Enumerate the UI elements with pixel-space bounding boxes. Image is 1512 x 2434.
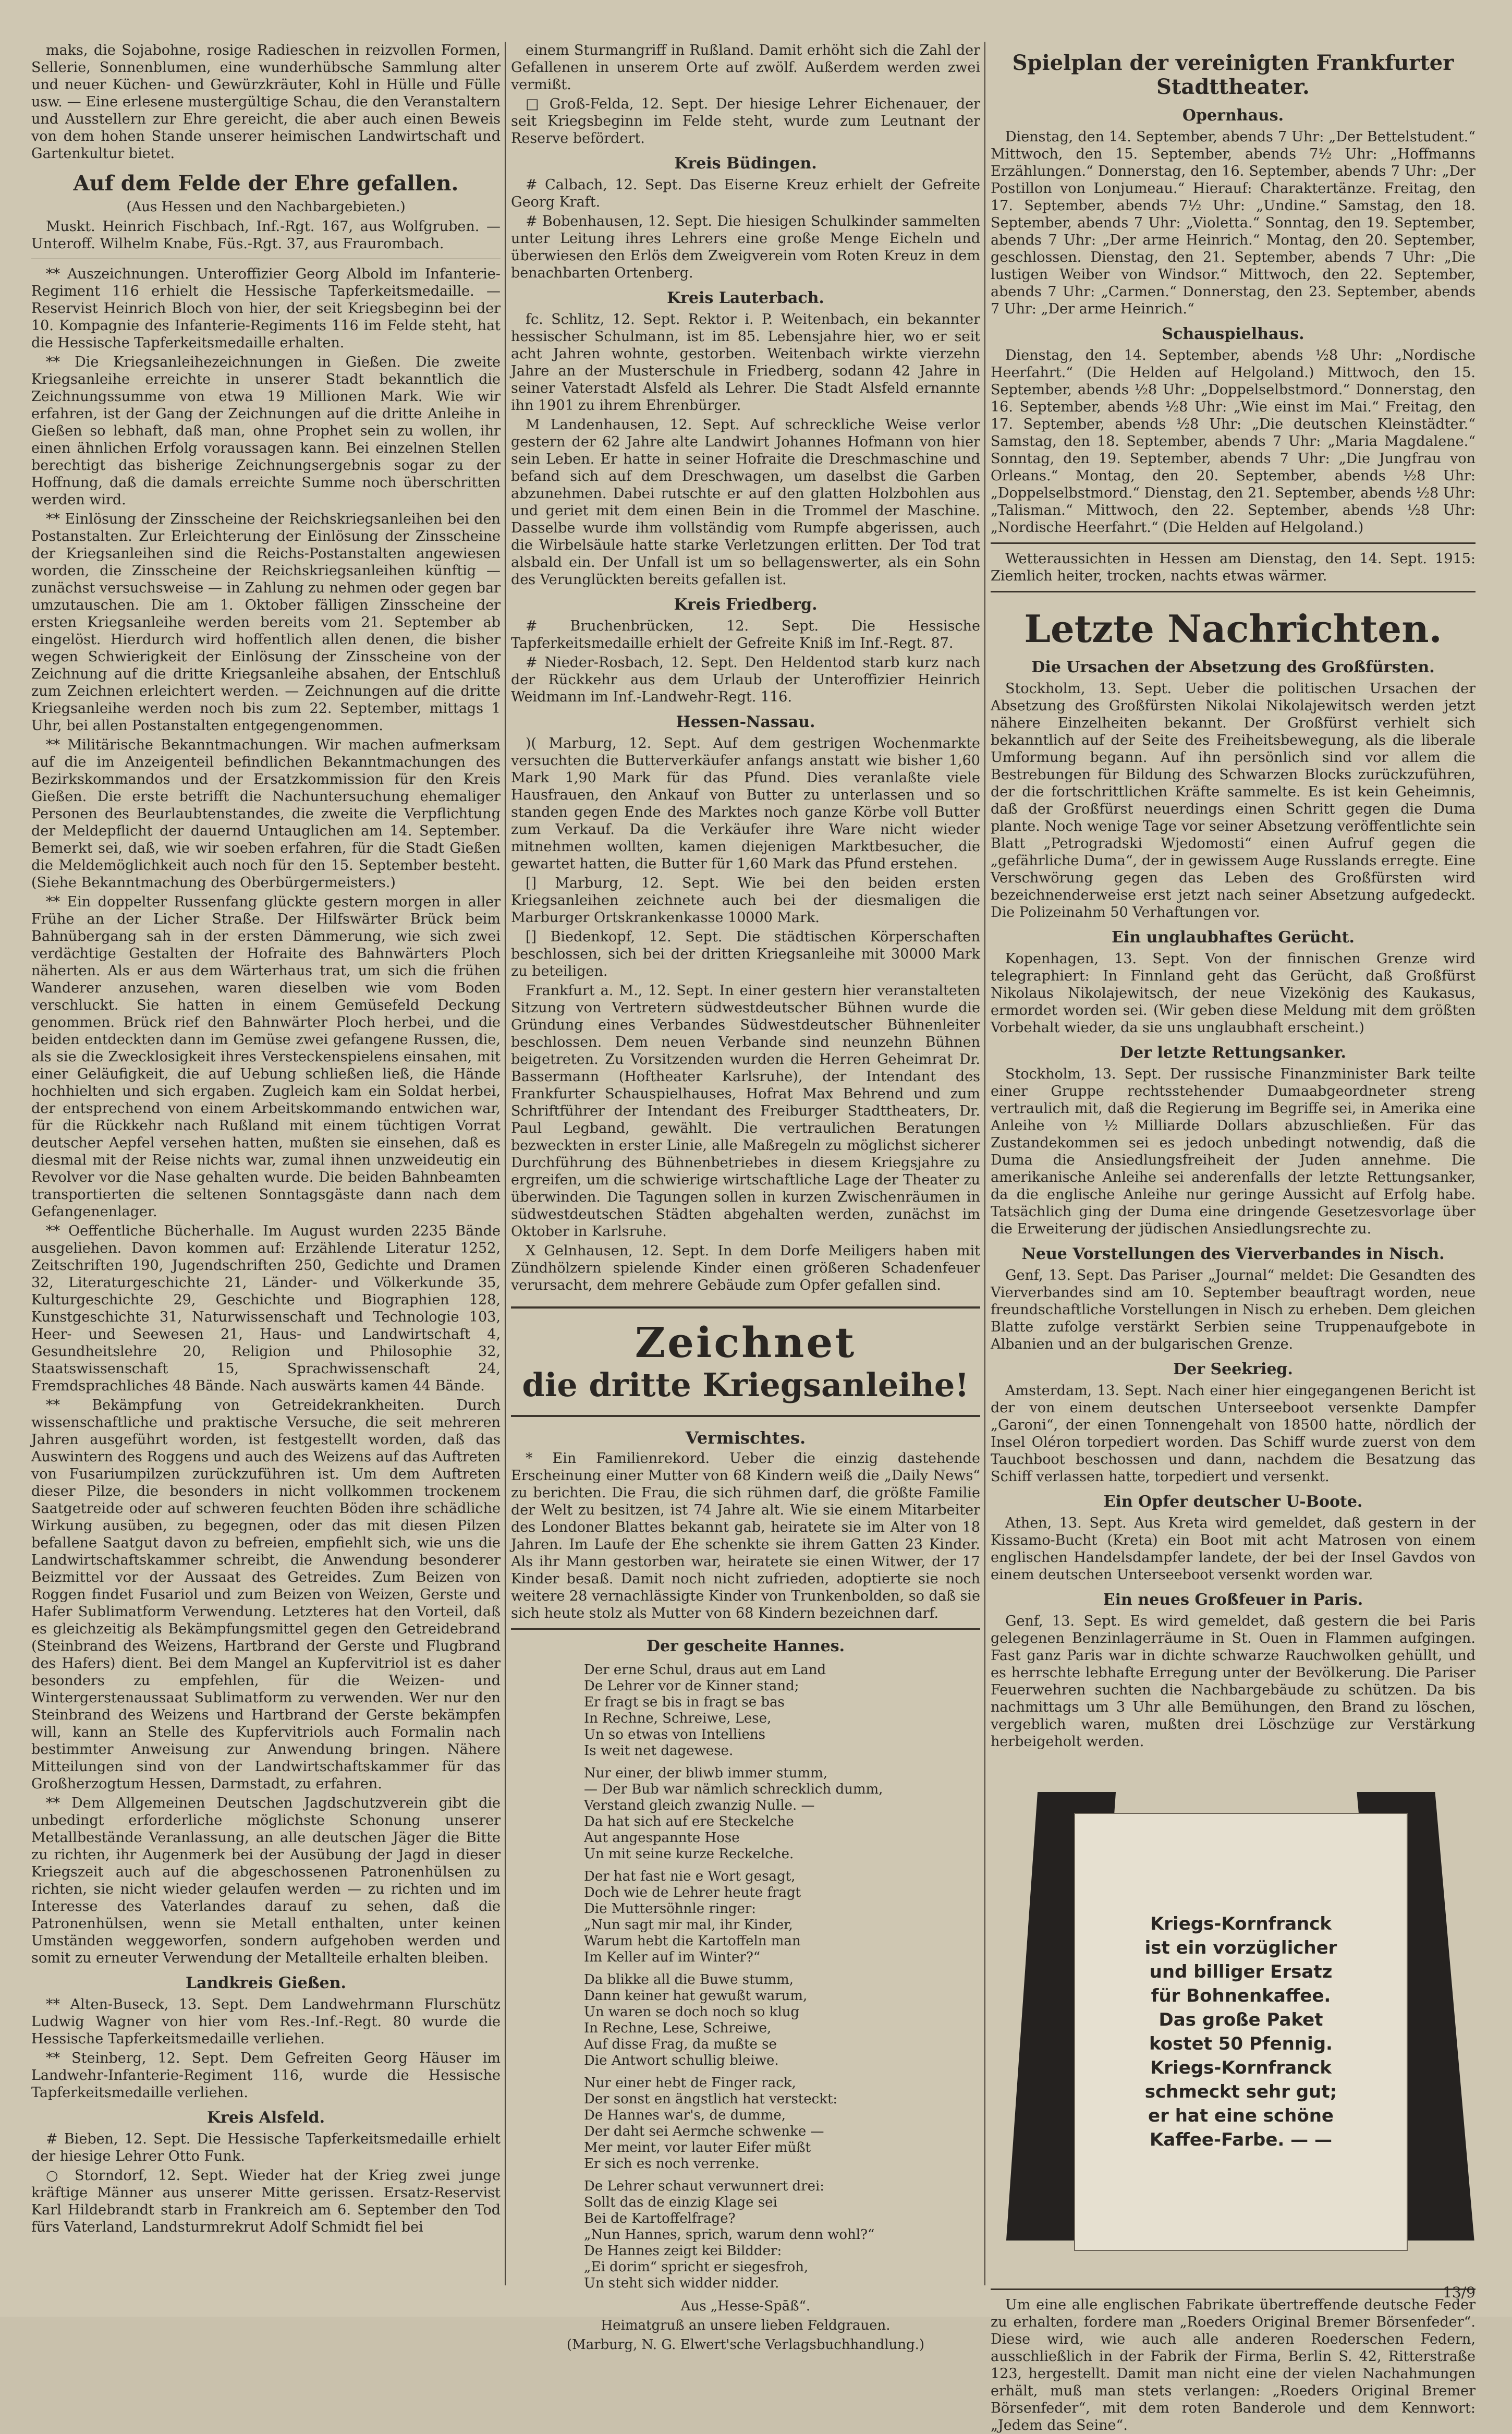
poem-source-3: (Marburg, N. G. Elwert'sche Verlagsbuchhandlung.) <box>566 2337 925 2353</box>
kreis-budingen-heading: Kreis Büdingen. <box>674 154 817 173</box>
news-text: Kopenhagen, 13. Sept. Von der finnischen Grenze wird telegraphiert: In Finnland geht das Gerücht, daß Großfürst Nikolaus Nikolajewitsch, der neue Vizekönig des Kaukasus, ermordet worden sei. (Wir geben diese Meldung mit dem größten Vorbehalt wieder, da sie uns unglaubhaft erscheint.) <box>991 951 1476 1036</box>
poem-line: Da hat sich auf ere Steckelche <box>584 1814 794 1830</box>
news-headline: Der Seekrieg. <box>1173 1360 1293 1378</box>
kreis-friedberg-heading: Kreis Friedberg. <box>674 596 818 614</box>
column-rule <box>984 42 985 2285</box>
poem-line: Verstand gleich zwanzig Nulle. — <box>584 1798 815 1813</box>
poem-line: „Nun sagt mir mal, ihr Kinder, <box>584 1917 793 1933</box>
article-paragraph: ** Oeffentliche Bücherhalle. Im August wurden 2235 Bände ausgeliehen. Davon kommen auf: Erzählende Literatur 1252, Zeitschriften 190, Jugendschriften 250, Gedichte und Dramen 32, Literaturgeschichte 21, Länder- und Völkerkunde 35, Kulturgeschichte 29, Geschichte und Biographien 128, Kunstgeschichte 31, Naturwissenschaft und Technologie 103, Heer- und Seewesen 21, Haus- und Landwirtschaft 4, Gesundheitslehre 20, Religion und Philosophie 32, Staatswissenschaft 15, Sprachwissenschaft 24, Fremdsprachliches 48 Bände. Nach auswärts kamen 44 Bände. <box>31 1223 501 1394</box>
fallen-heading: Auf dem Felde der Ehre gefallen. <box>73 171 459 196</box>
poem-line: In Rechne, Lese, Schreiwe, <box>584 2020 772 2036</box>
poem-line: Un so etwas von Intelliens <box>584 1727 766 1742</box>
poem-stanza <box>584 1662 980 1759</box>
poem-line: „Nun Hannes, sprich, warum denn wohl?“ <box>584 2227 875 2243</box>
ad-line: er hat eine schöne <box>1148 2105 1334 2126</box>
weather-forecast: Wetteraussichten in Hessen am Dienstag, den 14. Sept. 1915: Ziemlich heiter, trocken, nachts etwas wärmer. <box>991 551 1476 584</box>
poem-stanza <box>584 1869 980 1966</box>
ad-line: für Bohnenkaffee. <box>1151 1985 1331 2006</box>
article-paragraph: ** Dem Allgemeinen Deutschen Jagdschutzverein gibt die unbedingt erforderliche möglichste Schonung unserer Metallbestände Veranlassung, an alle deutschen Jäger die Bitte zu richten, ihr Augenmerk bei der Ausübung der Jagd in dieser Kriegszeit auch auf die abgeschossenen Patronenhülsen zu richten, sie nicht wieder gelaufen werden — zu richten und im Interesse des Vaterlandes darauf zu sehen, daß die Patronenhülsen, wenn sie Metall enthalten, unter keinen Umständen weggeworfen, sondern aufgehoben werden und somit zu erneuter Verwendung der Metallteile erhalten bleiben. <box>31 1795 501 1966</box>
divider <box>991 2288 1476 2290</box>
ad-line: und billiger Ersatz <box>1149 1961 1333 1982</box>
poem-line: „Ei dorim“ spricht er siegesfroh, <box>584 2259 809 2275</box>
ad-card <box>1074 1813 1408 2251</box>
poem-line: De Lehrer schaut verwunnert drei: <box>584 2178 825 2194</box>
banner-line-1: Zeichnet <box>635 1318 857 1367</box>
article-paragraph: # Nieder-Rosbach, 12. Sept. Den Heldentod starb kurz nach der Rückkehr aus dem Urlaub der Unteroffizier Heinrich Weidmann im Inf.-Landwehr-Regt. 116. <box>511 655 980 705</box>
poem <box>511 1662 980 2292</box>
article-paragraph: ** Auszeichnungen. Unteroffizier Georg Albold im Infanterie-Regiment 116 erhielt die Hessische Tapferkeitsmedaille. — Reservist Heinrich Bloch von hier, der seit Kriegsbeginn bei der 10. Kompagnie des Infanterie-Regiments 116 im Felde steht, hat die Hessische Tapferkeitsmedaille erhalten. <box>31 266 501 351</box>
news-text: Stockholm, 13. Sept. Der russische Finanzminister Bark teilte einer Gruppe rechtsstehender Dumaabgeordneter streng vertraulich mit, daß die Regierung im Begriffe sei, in Amerika eine Anleihe von ½ Milliarde Dollars abzuschließen. Für das Zustandekommen sei es jedoch unbedingt notwendig, daß die Duma die Ansiedlungsfreiheit der Juden annehme. Die amerikanische Anleihe sei anderenfalls der letzte Rettungsanker, da die englische Anleihe nur geringe Aussicht auf Erfolg habe. Tatsächlich ging der Duma eine dringende Gesetzesvorlage über die Erweiterung der jüdischen Ansiedlungsrechte zu. <box>991 1066 1476 1237</box>
schauspielhaus-text: Dienstag, den 14. September, abends ½8 Uhr: „Nordische Heerfahrt.“ (Die Helden auf Helgoland.) Mittwoch, den 15. September, abends ½8 Uhr: „Doppelselbstmord.“ Donnerstag, den 16. September, abends ½8 Uhr: „Wie einst im Mai.“ Freitag, den 17. September, abends ½8 Uhr: „Die deutschen Kleinstädter.“ Samstag, den 18. September, abends 7 Uhr: „Maria Magdalene.“ Sonntag, den 19. September, abends 7 Uhr: „Die Jungfrau von Orleans.“ Montag, den 20. September, abends ½8 Uhr: „Doppelselbstmord.“ Dienstag, den 21. September, abends ½8 Uhr: „Talisman.“ Mittwoch, den 22. September, abends ½8 Uhr: „Nordische Heerfahrt.“ (Die Helden auf Helgoland.) <box>991 347 1476 536</box>
poem-line: Mer meint, vor lauter Eifer müßt <box>584 2140 811 2156</box>
poem-line: Un steht sich widder nidder. <box>584 2275 779 2291</box>
divider <box>991 542 1476 544</box>
news-list <box>991 658 1476 1750</box>
letzte-nachrichten-heading: Letzte Nachrichten. <box>1024 607 1442 651</box>
news-headline: Ein neues Großfeuer in Paris. <box>1103 1591 1363 1609</box>
vermischtes-heading: Vermischtes. <box>685 1428 806 1448</box>
article-paragraph: ** Militärische Bekanntmachungen. Wir machen aufmerksam auf die im Anzeigenteil befindlichen Bekanntmachungen des Bezirkskommandos und der Ersatzkommission für den Kreis Gießen. Die erste betrifft die Nachuntersuchung ehemaliger Personen des Beurlaubtenstandes, die zweite die Verpflichtung der Meldepflicht der dauernd Untauglichen am 14. September. Bemerkt sei, daß, wie wir soeben erfahren, für die Stadt Gießen die Meldemöglichkeit auch noch für den 15. September besteht. (Siehe Bekanntmachung des Oberbürgermeisters.) <box>31 737 501 891</box>
article-paragraph: □ Groß-Felda, 12. Sept. Der hiesige Lehrer Eichenauer, der seit Kriegsbeginn im Felde steht, wurde zum Leutnant der Reserve befördert. <box>511 96 980 147</box>
article-paragraph: ** Steinberg, 12. Sept. Dem Gefreiten Georg Häuser im Landwehr-Infanterie-Regiment 116, wurde die Hessische Tapferkeitsmedaille verliehen. <box>31 2050 501 2101</box>
article-paragraph: fc. Schlitz, 12. Sept. Rektor i. P. Weitenbach, ein bekannter hessischer Schulmann, ist im 85. Lebensjahre hier, wo er seit acht Jahren wohnte, gestorben. Weitenbach wirkte vierzehn Jahre an der Musterschule in Friedberg, sodann 42 Jahre in seiner Vaterstadt Alsfeld als Lehrer. Die Stadt Alsfeld ernannte ihn 1901 zu ihrem Ehrenbürger. <box>511 311 980 414</box>
poem-line: Is weit net dagewese. <box>584 1743 734 1759</box>
poem-line: Auf disse Frag, da mußte se <box>584 2037 777 2052</box>
poem-line: Die Antwort schullig bleiwe. <box>584 2053 779 2068</box>
poem-line: — Der Bub war nämlich schrecklich dumm, <box>584 1782 883 1797</box>
column-2 <box>511 42 980 2353</box>
news-headline: Ein Opfer deutscher U-Boote. <box>1103 1493 1363 1511</box>
news-headline: Ein unglaubhaftes Gerücht. <box>1112 928 1355 947</box>
poem-line: Sollt das de einzig Klage sei <box>584 2195 777 2210</box>
war-bond-banner <box>511 1306 980 1417</box>
poem-line: In Rechne, Schreiwe, Lese, <box>584 1711 772 1726</box>
article-paragraph: ○ Storndorf, 12. Sept. Wieder hat der Krieg zwei junge kräftige Männer aus unserer Mitte gerissen. Ersatz-Reservist Karl Hildebrandt starb in Frankreich am 6. September den Tod fürs Vaterland, Landsturmrekrut Adolf Schmidt fiel bei <box>31 2167 501 2235</box>
article-paragraph: ** Bekämpfung von Getreidekrankheiten. Durch wissenschaftliche und praktische Versuche, die seit mehreren Jahren ausgeführt worden, ist festgestellt worden, daß das Auswintern des Roggens und auch des Weizens auf das Auftreten von Fusariumpilzen zurückzuführen ist. Um dem Auftreten dieser Pilze, die besonders in nicht vollkommen trockenem Saatgetreide oder auf schweren feuchten Böden ihre schädliche Wirkung ausüben, zu begegnen, oder das mit diesen Pilzen befallene Saatgut davon zu befreien, empfiehlt sich, wie uns die Landwirtschaftskammer schreibt, die Anwendung besonderer Beizmittel vor der Aussaat des Getreides. Zum Beizen von Roggen findet Fusariol und zum Beizen von Weizen, Gerste und Hafer Sublimatform Verwendung. Letzteres hat den Vorteil, daß es gleichzeitig als Bekämpfungsmittel gegen den Getreidebrand (Steinbrand des Weizens, Hartbrand der Gerste und Flugbrand des Hafers) dient. Bei dem Mangel an Kupfervitriol ist es daher besonders zu empfehlen, für die Weizen- und Wintergerstenaussaat Sublimatform zu verwenden. Wer nur den Steinbrand des Weizens und Hartbrand der Gerste bekämpfen will, kann an Stelle des Kupfervitriols auch Formalin nach bestimmter Anweisung zur Anwendung bringen. Nähere Mitteilungen sind von der Landwirtschaftskammer für das Großherzogtum Hessen, Darmstadt, zu erfahren. <box>31 1397 501 1792</box>
fallen-subheading: (Aus Hessen und den Nachbargebieten.) <box>126 199 406 215</box>
poem-line: Da blikke all die Buwe stumm, <box>584 1972 794 1988</box>
poem-source-2: Heimatgruß an unsere lieben Feldgrauen. <box>601 2318 891 2333</box>
poem-line: Un mit seine kurze Reckelche. <box>584 1846 794 1862</box>
news-text: Amsterdam, 13. Sept. Nach einer hier eingegangenen Bericht ist der von einem deutschen Unterseeboot versenkte Dampfer „Garoni“, der einen Tonnengehalt von 18500 hatte, nördlich der Insel Oléron torpediert worden. Das Schiff wurde zuerst von dem Tauchboot beschossen und dann, nachdem die Besatzung das Schiff verlassen hatte, torpediert und versenkt. <box>991 1383 1476 1485</box>
pen-advertisement: Um eine alle englischen Fabrikate übertreffende deutsche Feder zu erhalten, fordere man „Roeders Original Bremer Börsenfeder“. Diese wird, wie auch alle anderen Roederschen Federn, ausschließlich in der Fabrik der Firma, Berlin S. 42, Ritterstraße 123, hergestellt. Damit man nicht eine der vielen Nachahmungen erhält, muß man stets verlangen: „Roeders Original Bremer Börsenfeder“, mit dem roten Banderole und dem Kennwort: „Jedem das Seine“. <box>991 2297 1476 2433</box>
hessen-nassau-heading: Hessen-Nassau. <box>676 713 815 731</box>
news-text: Athen, 13. Sept. Aus Kreta wird gemeldet, daß gestern in der Kissamo-Bucht (Kreta) ein Boot mit acht Matrosen von einem englischen Handelsdampfer landete, der bei der Insel Gavdos von einem deutschen Unterseeboot versenkt worden war. <box>991 1515 1476 1583</box>
ad-line: Kriegs-Kornfranck <box>1150 2057 1332 2078</box>
ad-line: ist ein vorzüglicher <box>1144 1937 1337 1958</box>
article-paragraph: # Calbach, 12. Sept. Das Eiserne Kreuz erhielt der Gefreite Georg Kraft. <box>511 177 980 210</box>
article-paragraph: [] Marburg, 12. Sept. Wie bei den beiden ersten Kriegsanleihen zeichnete auch bei der diesmaligen die Marburger Ortskrankenkasse 10000 Mark. <box>511 875 980 926</box>
schauspielhaus-heading: Schauspielhaus. <box>1162 325 1304 343</box>
poem-stanza <box>584 2075 980 2172</box>
poem-line: Dann keiner hat gewußt warum, <box>584 1988 808 2004</box>
poem-line: Doch wie de Lehrer heute fragt <box>584 1885 801 1900</box>
ad-line: kostet 50 Pfennig. <box>1149 2033 1333 2054</box>
article-paragraph: # Bruchenbrücken, 12. Sept. Die Hessische Tapferkeitsmedaille erhielt der Gefreite Kniß im Inf.-Regt. 87. <box>511 618 980 651</box>
poem-line: De Hannes zeigt kei Bildder: <box>584 2243 782 2259</box>
article-paragraph: X Gelnhausen, 12. Sept. In dem Dorfe Meiligers haben mit Zündhölzern spielende Kinder einen größeren Schadenfeuer verursacht, dem mehrere Gebäude zum Opfer gefallen sind. <box>511 1243 980 1293</box>
article-paragraph: Frankfurt a. M., 12. Sept. In einer gestern hier veranstalteten Sitzung von Vertretern südwestdeutscher Bühnen wurde die Gründung eines Verbandes Südwestdeutscher Bühnenleiter beschlossen. Dem neuen Verbande sind neunzehn Bühnen beigetreten. Zu Vorsitzenden wurden die Herren Geheimrat Dr. Bassermann (Hoftheater Karlsruhe), der Intendant des Frankfurter Schauspielhauses, Hofrat Max Behrend und zum Schriftführer der Intendant des Freiburger Stadttheaters, Dr. Paul Legband, gewählt. Die vertraulichen Beratungen bezweckten in erster Linie, alle Maßregeln zu möglichst sicherer Durchführung des Bühnenbetriebes in diesem Kriegsjahre zu ergreifen, um die schwierige wirtschaftliche Lage der Theater zu überwinden. Die Tagungen sollen in kurzen Zwischenräumen in südwestdeutschen Städten abgehalten werden, zunächst im Oktober in Karlsruhe. <box>511 983 980 1240</box>
divider <box>511 1628 980 1630</box>
opernhaus-text: Dienstag, den 14. September, abends 7 Uhr: „Der Bettelstudent.“ Mittwoch, den 15. September, abends 7½ Uhr: „Hoffmanns Erzählungen.“ Donnerstag, den 16. September, abends 7 Uhr: „Der Postillon von Lonjumeau.“ Hierauf: Charaktertänze. Freitag, den 17. September, abends 7½ Uhr: „Undine.“ Samstag, den 18. September, abends 7 Uhr: „Violetta.“ Sonntag, den 19. September, abends 7 Uhr: „Der arme Heinrich.“ Montag, den 20. September, geschlossen. Dienstag, den 21. September, abends 7 Uhr: „Die lustigen Weiber von Windsor.“ Mittwoch, den 22. September, abends 7 Uhr: „Carmen.“ Donnerstag, den 23. September, abends 7 Uhr: „Der arme Heinrich.“ <box>991 129 1476 317</box>
article-paragraph: ** Ein doppelter Russenfang glückte gestern morgen in aller Frühe an der Licher Straße. Der Hilfswärter Brück beim Bahnübergang sah in der ersten Dämmerung, wie sich zwei verdächtige Gestalten der Hofraite des Bahnwärters Ploch näherten. Als er aus dem Wärterhaus trat, um sich die frühen Wanderer anzusehen, waren dieselben wie vom Boden verschluckt. Sie hatten in einem Gemüsefeld Deckung genommen. Brück rief den Bahnwärter Ploch herbei, und die beiden entdeckten dann im Gemüse zwei gefangene Russen, die, als sie die Zwecklosigkeit ihres Versteckenspielens einsahen, mit einer Geläufigkeit, die auf Uebung schließen ließ, die Hände hochhielten und sich ergaben. Zugleich kam ein Soldat herbei, der entsprechend von einem Arbeitskommando entwichen war, für die Rückkehr nach Rußland mit einem tüchtigen Vorrat deutscher Aepfel versehen hatten, mußten sie einsehen, daß es diesmal mit der Reise nichts war, zumal ihnen unzweideutig ein Revolver vor die Nase gehalten wurde. Die beiden Bahnbeamten transportierten die seltenen Sonntagsgäste dann nach dem Gefangenenlager. <box>31 894 501 1220</box>
intro-paragraph: einem Sturmangriff in Rußland. Damit erhöht sich die Zahl der Gefallenen in unserem Orte auf zwölf. Außerdem werden zwei vermißt. <box>511 42 980 93</box>
poem-stanza <box>584 2178 980 2292</box>
column-1 <box>31 42 501 2285</box>
poem-line: Der hat fast nie e Wort gesagt, <box>584 1869 796 1884</box>
article-paragraph: ** Alten-Buseck, 13. Sept. Dem Landwehrmann Flurschütz Ludwig Wagner von hier vom Res.-Inf.-Regt. 80 wurde die Hessische Tapferkeitsmedaille verliehen. <box>31 1996 501 2047</box>
landkreis-heading: Landkreis Gießen. <box>186 1974 346 1992</box>
poem-line: Warum hebt die Kartoffeln man <box>584 1933 801 1949</box>
ad-line: schmeckt sehr gut; <box>1144 2081 1337 2102</box>
poem-stanza <box>584 1765 980 1862</box>
spielplan-heading: Spielplan der vereinigten Frankfurter Stadttheater. <box>1012 51 1454 99</box>
fallen-list: Muskt. Heinrich Fischbach, Inf.-Rgt. 167, aus Wolfgruben. — Unteroff. Wilhelm Knabe, Füs.-Rgt. 37, aus Fraurombach. <box>31 219 501 252</box>
poem-title: Der gescheite Hannes. <box>646 1637 845 1655</box>
poem-line: Im Keller auf im Winter?“ <box>584 1949 761 1965</box>
news-headline: Der letzte Rettungsanker. <box>1120 1044 1346 1062</box>
poem-line: Nur einer hebt de Finger rack, <box>584 2075 796 2091</box>
poem-line: Der erne Schul, draus aut em Land <box>584 1662 826 1678</box>
poem-line: Der sonst en ängstlich hat versteckt: <box>584 2091 838 2107</box>
article-paragraph: M Landenhausen, 12. Sept. Auf schreckliche Weise verlor gestern der 62 Jahre alte Landwirt Johannes Hofmann von hier sein Leben. Er hatte in seiner Hofraite die Dreschmaschine und befand sich auf dem Dreschwagen, um daselbst die Garben abzunehmen. Dabei rutschte er auf den glatten Holzbohlen aus und geriet mit dem einen Bein in die Trommel der Maschine. Dasselbe wurde ihm vollständig vom Rumpfe abgerissen, auch die Wirbelsäule hatte starke Verletzungen erlitten. Der Tod trat alsbald ein. Der Unfall ist um so bellagenswerter, als ein Sohn des Verunglückten bereits gefallen ist. <box>511 417 980 588</box>
news-headline: Die Ursachen der Absetzung des Großfürsten. <box>1031 658 1435 676</box>
poem-line: Aut angespannte Hose <box>584 1830 740 1846</box>
article-paragraph: ** Einlösung der Zinsscheine der Reichskriegsanleihen bei den Postanstalten. Zur Erleichterung der Einlösung der Zinsscheine der Kriegsanleihen sind die Reichs-Postanstalten angewiesen worden, die Zinsscheine der Reichskriegsanleihen künftig — zunächst versuchsweise — in Zahlung zu nehmen oder gegen bar umzutauschen. Die am 1. Oktober fälligen Zinsscheine der ersten Kriegsanleihe werden bereits vom 21. September ab eingelöst. Hierdurch wird hoffentlich allen denen, die bisher wegen Schwierigkeit der Einlösung der Zinsscheine von der Zeichnung auf die dritte Kriegsanleihe absahen, der Entschluß zum Zeichnen erleichtert werden. — Zeichnungen auf die dritte Kriegsanleihe werden noch bis zum 22. September, mittags 1 Uhr, bei allen Postanstalten entgegengenommen. <box>31 511 501 734</box>
ad-line: Kaffee-Farbe. — — <box>1150 2129 1332 2150</box>
banner-line-2: die dritte Kriegsanleihe! <box>522 1366 969 1404</box>
news-text: Genf, 13. Sept. Es wird gemeldet, daß gestern die bei Paris gelegenen Benzinlagerräume in St. Ouen in Flammen aufgingen. Fast ganz Paris war in dichte schwarze Rauchwolken gehüllt, und es herrschte lebhafte Erregung unter der Bevölkerung. Die Pariser Feuerwehren suchten die Nachbargebäude zu schützen. Da bis nachmittags um 3 Uhr alle Bemühungen, den Brand zu löschen, vergeblich waren, mußten drei Löschzüge zur Verstärkung herbeigeholt werden. <box>991 1613 1476 1750</box>
poem-line: Der daht sei Aermche schwenke — <box>584 2124 824 2139</box>
ad-line: Kriegs-Kornfranck <box>1150 1914 1332 1934</box>
poem-source: Aus „Hesse-Spāß“. <box>680 2298 811 2314</box>
news-headline: Neue Vorstellungen des Vierverbandes in Nisch. <box>1021 1245 1445 1263</box>
poem-line: De Lehrer vor de Kinner stand; <box>584 1678 799 1694</box>
column-rule <box>505 42 506 2285</box>
kreis-lauterbach-heading: Kreis Lauterbach. <box>667 289 824 307</box>
kornfranck-advertisement <box>991 1771 1476 2282</box>
poem-line: Un waren se doch noch so klug <box>584 2004 800 2020</box>
page-number: 13/9 <box>1443 2284 1476 2301</box>
opernhaus-heading: Opernhaus. <box>1182 106 1284 125</box>
poem-line: Er sich es noch verrenke. <box>584 2156 760 2172</box>
poem-line: Bei de Kartoffelfrage? <box>584 2211 736 2226</box>
article-paragraph: ** Die Kriegsanleihezeichnungen in Gießen. Die zweite Kriegsanleihe erreichte in unserer Stadt bekanntlich die Zeichnungssumme von etwa 19 Millionen Mark. Wie wir erfahren, ist der Gang der Zeichnungen auf die dritte Anleihe in Gießen so lebhaft, daß man, ohne Prophet sein zu wollen, ihr einen ähnlichen Erfolg voraussagen kann. Bei einzelnen Stellen berechtigt das bisherige Zeichnungsergebnis sogar zu der Hoffnung, daß die damals erreichte Summe noch überschritten werden wird. <box>31 354 501 508</box>
article-paragraph: # Bieben, 12. Sept. Die Hessische Tapferkeitsmedaille erhielt der hiesige Lehrer Otto Funk. <box>31 2131 501 2164</box>
news-text: Stockholm, 13. Sept. Ueber die politischen Ursachen der Absetzung des Großfürsten Nikolai Nikolajewitsch werden jetzt nähere Einzelheiten bekannt. Der Großfürst verhielt sich bekanntlich auf der Seite des Freiheitsbewegung, als die liberale Umformung begann. Auf ihn persönlich sind vor allem die Bestrebungen für Bildung des Schwarzen Blocks zurückzuführen, der die fortschrittlichen Kräfte sammelte. Es ist kein Geheimnis, daß der Großfürst neuerdings einen Schritt gegen die Duma plante. Noch wenige Tage vor seiner Absetzung veröffentlichte sein Blatt „Petrogradski Wjedomosti“ einen Aufruf gegen die „gefährliche Duma“, der in gewissem Auge Russlands erregte. Eine Verschwörung gegen das Leben des Großfürsten wird bezeichnenderweise erst jetzt nach seiner Absetzung aufgedeckt. Die Polizeinahm 50 Verhaftungen vor. <box>991 681 1476 921</box>
ad-line: Das große Paket <box>1159 2009 1323 2030</box>
alsfeld-heading: Kreis Alsfeld. <box>206 2109 325 2127</box>
article-paragraph: * Ein Familienrekord. Ueber die einzig dastehende Erscheinung einer Mutter von 68 Kindern weiß die „Daily News“ zu berichten. Die Frau, die sich rühmen darf, die größte Familie der Welt zu besitzen, ist 74 Jahre alt. Wie sie einem Mitarbeiter des Londoner Blattes bekannt gab, heiratete sie im Alter von 18 Jahren. Im Laufe der Ehe schenkte sie ihrem Gatten 23 Kinder. Als ihr Mann gestorben war, heiratete sie einen Witwer, der 17 Kinder besaß. Damit noch nicht zufrieden, adoptierte sie noch weitere 28 vernachlässigte Kinder von Trunkenbolden, so daß sie sich heute stolz als Mutter von 68 Kindern bezeichnen darf. <box>511 1450 980 1621</box>
divider <box>991 591 1476 592</box>
intro-paragraph: maks, die Sojabohne, rosige Radieschen in reizvollen Formen, Sellerie, Sonnenblumen, eine wunderhübsche Sammlung alter und neuer Küchen- und Gewürzkräuter, Kohl in Hülle und Fülle usw. — Eine erlesene mustergültige Schau, die den Veranstaltern und Ausstellern zur Ehre gereicht, die aber auch einen Beweis von dem hohen Stande unserer heimischen Landwirtschaft und Gartenkultur bietet. <box>31 42 501 162</box>
poem-stanza <box>584 1972 980 2069</box>
poem-line: Die Muttersöhnle ringer: <box>584 1901 757 1917</box>
article-paragraph: )( Marburg, 12. Sept. Auf dem gestrigen Wochenmarkte versuchten die Butterverkäufer anfangs anstatt wie bisher 1,60 Mark 1,90 Mark für das Pfund. Dies veranlaßte viele Hausfrauen, den Ankauf von Butter zu unterlassen und so standen gegen Ende des Marktes noch ganze Körbe voll Butter zum Verkauf. Da die Verkäufer ihre Ware nicht wieder mitnehmen wollten, kamen diejenigen Marktbesucher, die gewartet hatten, die Butter für 1,60 Mark das Pfund erstehen. <box>511 735 980 872</box>
poem-line: De Hannes war's, de dumme, <box>584 2108 786 2123</box>
article-paragraph: [] Biedenkopf, 12. Sept. Die städtischen Körperschaften beschlossen, sich bei der dritten Kriegsanleihe mit 30000 Mark zu beteiligen. <box>511 929 980 979</box>
poem-line: Er fragt se bis in fragt se bas <box>584 1694 785 1710</box>
news-text: Genf, 13. Sept. Das Pariser „Journal“ meldet: Die Gesandten des Vierverbandes sind am 10. September beauftragt worden, neue freundschaftliche Vorstellungen in Nisch zu erheben. Dem gleichen Blatte zufolge verstärkt Serbien seine Truppenaufgebote in Albanien und an der bulgarischen Grenze. <box>991 1267 1476 1352</box>
article-paragraph: # Bobenhausen, 12. Sept. Die hiesigen Schulkinder sammelten unter Leitung ihres Lehrers eine große Menge Eicheln und überwiesen den Erlös dem Zweigverein vom Roten Kreuz in dem benachbarten Ortenberg. <box>511 213 980 281</box>
poem-line: Nur einer, der bliwb immer stumm, <box>584 1765 828 1781</box>
